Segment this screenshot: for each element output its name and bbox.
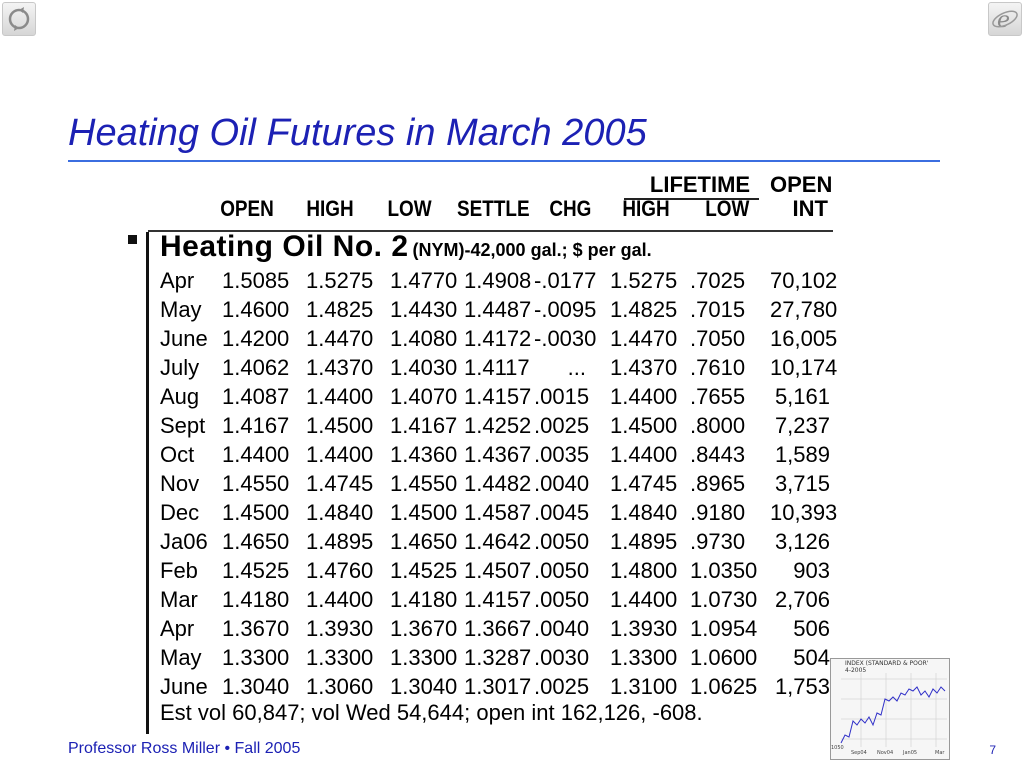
cell-month: Nov — [160, 471, 200, 496]
cell-lifetime-low: 1.0954 — [690, 616, 758, 641]
cell-low: 1.4770 — [390, 268, 458, 293]
cell-open-interest: 504 — [793, 645, 830, 670]
cell-high: 1.3060 — [306, 674, 374, 699]
cell-settle: 1.4252 — [464, 413, 532, 438]
thumbnail-x-label: Sep04 — [851, 750, 867, 756]
cell-settle: 1.3017 — [464, 674, 532, 699]
thumbnail-x-label: Nov04 — [877, 750, 894, 756]
cell-chg: .0025 — [534, 674, 590, 699]
cell-lifetime-high: 1.4500 — [610, 413, 678, 438]
cell-lifetime-high: 1.4825 — [610, 297, 678, 322]
cell-lifetime-high: 1.3930 — [610, 616, 678, 641]
cell-settle: 1.3287 — [464, 645, 532, 670]
cell-month: July — [160, 355, 200, 380]
cell-open: 1.5085 — [222, 268, 290, 293]
cell-settle: 1.4587 — [464, 500, 532, 525]
cell-chg: .0035 — [534, 442, 590, 467]
cell-high: 1.4745 — [306, 471, 374, 496]
header-chg: CHG — [549, 196, 592, 221]
cell-chg: .0015 — [534, 384, 590, 409]
cell-chg: .0050 — [534, 529, 590, 554]
cell-open-interest: 10,393 — [770, 500, 838, 525]
cell-lifetime-low: .7610 — [690, 355, 746, 380]
cell-open: 1.3040 — [222, 674, 290, 699]
header-high: HIGH — [306, 196, 354, 221]
cell-high: 1.4370 — [306, 355, 374, 380]
cell-lifetime-low: .7025 — [690, 268, 746, 293]
thumbnail-subtitle: 4-2005 — [845, 667, 867, 674]
bullet-marker — [128, 235, 137, 244]
page-number: 7 — [989, 743, 996, 757]
cell-lifetime-low: 1.0350 — [690, 558, 758, 583]
cell-lifetime-low: .7050 — [690, 326, 746, 351]
cell-month: May — [160, 645, 202, 670]
lifetime-header: LIFETIME — [649, 172, 751, 197]
cell-month: Ja06 — [160, 529, 208, 554]
cell-open-interest: 1,589 — [774, 442, 830, 467]
cell-high: 1.4825 — [306, 297, 374, 322]
cell-low: 1.4525 — [390, 558, 458, 583]
cell-lifetime-high: 1.5275 — [610, 268, 678, 293]
slide-footer: Professor Ross Miller • Fall 2005 — [68, 740, 301, 757]
cell-month: Oct — [160, 442, 195, 467]
cell-lifetime-low: .9180 — [690, 500, 746, 525]
cell-low: 1.3040 — [390, 674, 458, 699]
cell-lifetime-low: 1.0730 — [690, 587, 758, 612]
cell-month: Apr — [160, 268, 195, 293]
contract-name: Heating Oil No. 2 — [160, 230, 409, 263]
cell-low: 1.4070 — [390, 384, 458, 409]
cell-open-interest: 7,237 — [774, 413, 830, 438]
cell-open: 1.4180 — [222, 587, 290, 612]
cell-chg: .0050 — [534, 558, 590, 583]
cell-low: 1.3670 — [390, 616, 458, 641]
cell-high: 1.4760 — [306, 558, 374, 583]
cell-settle: 1.4172 — [464, 326, 532, 351]
cell-low: 1.4030 — [390, 355, 458, 380]
cell-chg: .0050 — [534, 587, 590, 612]
cell-open-interest: 16,005 — [770, 326, 838, 351]
cell-open-interest: 2,706 — [774, 587, 830, 612]
cell-high: 1.3300 — [306, 645, 374, 670]
cell-open: 1.4500 — [222, 500, 290, 525]
volume-summary: Est vol 60,847; vol Wed 54,644; open int 162,126, -608. — [160, 700, 703, 725]
cell-lifetime-low: 1.0625 — [690, 674, 758, 699]
cell-chg: .0030 — [534, 645, 590, 670]
cell-low: 1.4360 — [390, 442, 458, 467]
cell-low: 1.4650 — [390, 529, 458, 554]
slide-title: Heating Oil Futures in March 2005 — [68, 112, 647, 154]
cell-lifetime-low: .7655 — [690, 384, 746, 409]
cell-settle: 1.4157 — [464, 587, 532, 612]
cell-lifetime-low: .7015 — [690, 297, 746, 322]
cell-lifetime-low: .8443 — [690, 442, 746, 467]
cell-high: 1.4895 — [306, 529, 374, 554]
contract-detail: (NYM)-42,000 gal.; $ per gal. — [412, 240, 652, 260]
sp-index-thumbnail — [830, 658, 950, 760]
cell-open-interest: 506 — [793, 616, 830, 641]
cell-month: Dec — [160, 500, 200, 525]
cell-open: 1.4200 — [222, 326, 290, 351]
clipping-left-border — [146, 232, 149, 734]
thumbnail-x-label: Jan05 — [903, 750, 918, 756]
cell-low: 1.4167 — [390, 413, 458, 438]
cell-lifetime-low: .9730 — [690, 529, 746, 554]
cell-open: 1.4550 — [222, 471, 290, 496]
cell-open: 1.3670 — [222, 616, 290, 641]
cell-lifetime-high: 1.4370 — [610, 355, 678, 380]
cell-month: Apr — [160, 616, 195, 641]
cell-open: 1.4525 — [222, 558, 290, 583]
thumbnail-line-chart — [831, 659, 949, 759]
e-logo-icon[interactable] — [988, 2, 1022, 36]
cell-open-interest: 5,161 — [774, 384, 830, 409]
cell-chg: -.0177 — [534, 268, 597, 293]
header-open-int-line1: OPEN — [770, 172, 833, 197]
cell-month: May — [160, 297, 202, 322]
cell-low: 1.4180 — [390, 587, 458, 612]
cell-open-interest: 10,174 — [770, 355, 838, 380]
cell-open-interest: 1,753 — [774, 674, 830, 699]
thumbnail-x-label: Mar — [935, 750, 945, 756]
cell-high: 1.4840 — [306, 500, 374, 525]
title-underline — [68, 160, 940, 162]
cell-high: 1.3930 — [306, 616, 374, 641]
cell-settle: 1.4642 — [464, 529, 532, 554]
cell-low: 1.3300 — [390, 645, 458, 670]
cell-open: 1.4087 — [222, 384, 290, 409]
thumbnail-title: INDEX (STANDARD & POOR' — [845, 660, 929, 667]
cell-lifetime-high: 1.4895 — [610, 529, 678, 554]
header-low: LOW — [387, 196, 432, 221]
header-lifetime-low: LOW — [705, 196, 750, 221]
thumbnail-y-label: 1050 — [831, 745, 844, 751]
cell-settle: 1.4908 — [464, 268, 532, 293]
cell-lifetime-high: 1.4840 — [610, 500, 678, 525]
cell-open: 1.3300 — [222, 645, 290, 670]
cell-open: 1.4600 — [222, 297, 290, 322]
cell-chg: .0045 — [534, 500, 590, 525]
cell-high: 1.4400 — [306, 442, 374, 467]
cell-open-interest: 903 — [793, 558, 830, 583]
circular-arrows-icon[interactable] — [2, 2, 36, 36]
cell-lifetime-high: 1.3300 — [610, 645, 678, 670]
cell-open-interest: 70,102 — [770, 268, 838, 293]
cell-chg: .0040 — [534, 616, 590, 641]
cell-lifetime-high: 1.4400 — [610, 587, 678, 612]
cell-chg: -.0030 — [534, 326, 597, 351]
cell-open: 1.4062 — [222, 355, 290, 380]
cell-settle: 1.4117 — [464, 355, 530, 380]
cell-chg: .0025 — [534, 413, 590, 438]
cell-low: 1.4500 — [390, 500, 458, 525]
cell-high: 1.4470 — [306, 326, 374, 351]
cell-month: June — [160, 326, 208, 351]
cell-settle: 1.4367 — [464, 442, 532, 467]
cell-lifetime-high: 1.4470 — [610, 326, 678, 351]
cell-lifetime-low: .8000 — [690, 413, 746, 438]
cell-settle: 1.4507 — [464, 558, 532, 583]
cell-open-interest: 3,126 — [774, 529, 830, 554]
cell-lifetime-high: 1.4745 — [610, 471, 678, 496]
cell-lifetime-low: 1.0600 — [690, 645, 758, 670]
cell-low: 1.4430 — [390, 297, 458, 322]
cell-settle: 1.4487 — [464, 297, 532, 322]
cell-high: 1.4500 — [306, 413, 374, 438]
cell-open: 1.4400 — [222, 442, 290, 467]
header-lifetime-high: HIGH — [622, 196, 670, 221]
cell-lifetime-high: 1.4400 — [610, 442, 678, 467]
header-open: OPEN — [220, 196, 274, 221]
cell-lifetime-high: 1.4800 — [610, 558, 678, 583]
cell-month: June — [160, 674, 208, 699]
cell-lifetime-low: .8965 — [690, 471, 746, 496]
cell-lifetime-high: 1.4400 — [610, 384, 678, 409]
cell-high: 1.4400 — [306, 587, 374, 612]
cell-month: Feb — [160, 558, 198, 583]
cell-month: Aug — [160, 384, 200, 409]
cell-month: Sept — [160, 413, 206, 438]
header-open-int-line2: INT — [792, 196, 828, 221]
cell-settle: 1.4482 — [464, 471, 532, 496]
cell-high: 1.5275 — [306, 268, 374, 293]
cell-chg: ... — [567, 355, 586, 380]
cell-open-interest: 27,780 — [770, 297, 838, 322]
contract-heading — [160, 230, 652, 264]
cell-open: 1.4167 — [222, 413, 290, 438]
cell-lifetime-high: 1.3100 — [610, 674, 678, 699]
svg-text:e: e — [997, 8, 1011, 33]
cell-low: 1.4080 — [390, 326, 458, 351]
cell-open-interest: 3,715 — [774, 471, 830, 496]
cell-low: 1.4550 — [390, 471, 458, 496]
cell-high: 1.4400 — [306, 384, 374, 409]
header-settle: SETTLE — [457, 196, 530, 221]
cell-settle: 1.3667 — [464, 616, 532, 641]
cell-open: 1.4650 — [222, 529, 290, 554]
cell-chg: .0040 — [534, 471, 590, 496]
cell-chg: -.0095 — [534, 297, 597, 322]
cell-settle: 1.4157 — [464, 384, 532, 409]
cell-month: Mar — [160, 587, 198, 612]
